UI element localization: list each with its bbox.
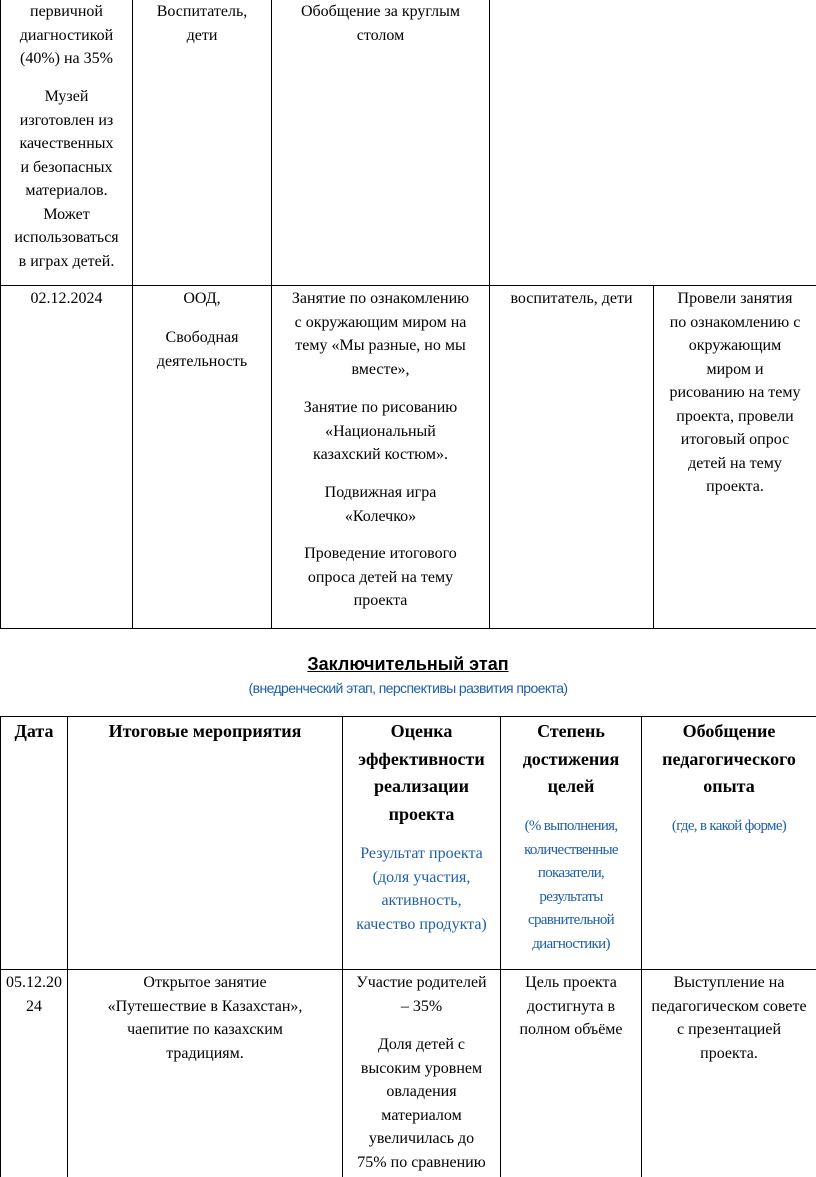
table2-border-left bbox=[0, 716, 1, 1177]
table1-row2-activity-1: Занятие по ознакомлению с окружающим миром на тему «Мы разные, но мы вместе», bbox=[291, 290, 470, 378]
table1-divider bbox=[132, 0, 133, 629]
table1-row1-cell3: Обобщение за круглым столом bbox=[300, 3, 461, 44]
table1-row2-activity-4: Проведение итогового опроса детей на тему проекта bbox=[304, 545, 457, 609]
header-evaluation: Оценка эффективности реализации проекта bbox=[358, 721, 485, 824]
row1-summary: Выступление на педагогическом совете с презентацией проекта. bbox=[651, 974, 807, 1062]
table1-divider bbox=[489, 0, 490, 629]
row1-events: Открытое занятие «Путешествие в Казахстан», чаепитие по казахским традициям. bbox=[107, 974, 303, 1062]
table1-row1-cell2: Воспитатель, дети bbox=[156, 3, 248, 44]
table1-row2-result: Провели занятия по ознакомлению с окружающим миром и рисованию на тему проекта, провели итоговый опрос детей на тему проекта. bbox=[669, 290, 801, 495]
header-evaluation-note: Результат проекта (доля участия, активность, качество продукта) bbox=[356, 845, 487, 933]
table1-row-border bbox=[0, 628, 816, 629]
table1-row2-form: ООД, bbox=[183, 290, 221, 307]
header-date: Дата bbox=[14, 721, 54, 741]
header-summary-note: (где, в какой форме) bbox=[671, 818, 787, 834]
table1-row2-activity-2: Занятие по рисованию «Национальный казахский костюм». bbox=[303, 399, 458, 463]
table1-row-border bbox=[0, 285, 816, 286]
table1-row2-form-note: Свободная деятельность bbox=[156, 329, 248, 370]
row1-date: 05.12.20 24 bbox=[6, 974, 62, 1015]
table1-row2-date: 02.12.2024 bbox=[30, 290, 103, 307]
header-events: Итоговые мероприятия bbox=[108, 721, 302, 741]
header-degree: Степень достижения целей bbox=[522, 721, 620, 796]
section-title: Заключительный этап bbox=[307, 654, 509, 674]
row1-degree: Цель проекта достигнута в полном объёме bbox=[519, 974, 623, 1038]
row1-evaluation-extra: Доля детей с высоким уровнем овладения материалом увеличилась до 75% по сравнению bbox=[357, 1036, 486, 1171]
table1-row2-participants: воспитатель, дети bbox=[510, 290, 633, 307]
table2-divider bbox=[67, 716, 68, 1177]
row1-evaluation: Участие родителей – 35% bbox=[356, 974, 487, 1015]
header-summary: Обобщение педагогического опыта bbox=[662, 721, 796, 796]
table1-row1-cell1: первичной диагностикой (40%) на 35% bbox=[19, 3, 114, 67]
table2-border-top bbox=[0, 716, 816, 717]
table1-row2-activity-3: Подвижная игра «Колечко» bbox=[324, 484, 437, 525]
table1-row1-cell1-note: Музей изготовлен из качественных и безопасных материалов. Может использоваться в играх детей. bbox=[14, 88, 119, 270]
table2-row-border bbox=[0, 969, 816, 970]
section-subtitle: (внедренческий этап, перспективы развития проекта) bbox=[248, 680, 568, 696]
header-degree-note: (% выполнения, количественные показатели, результаты сравнительной диагностики) bbox=[524, 818, 618, 952]
